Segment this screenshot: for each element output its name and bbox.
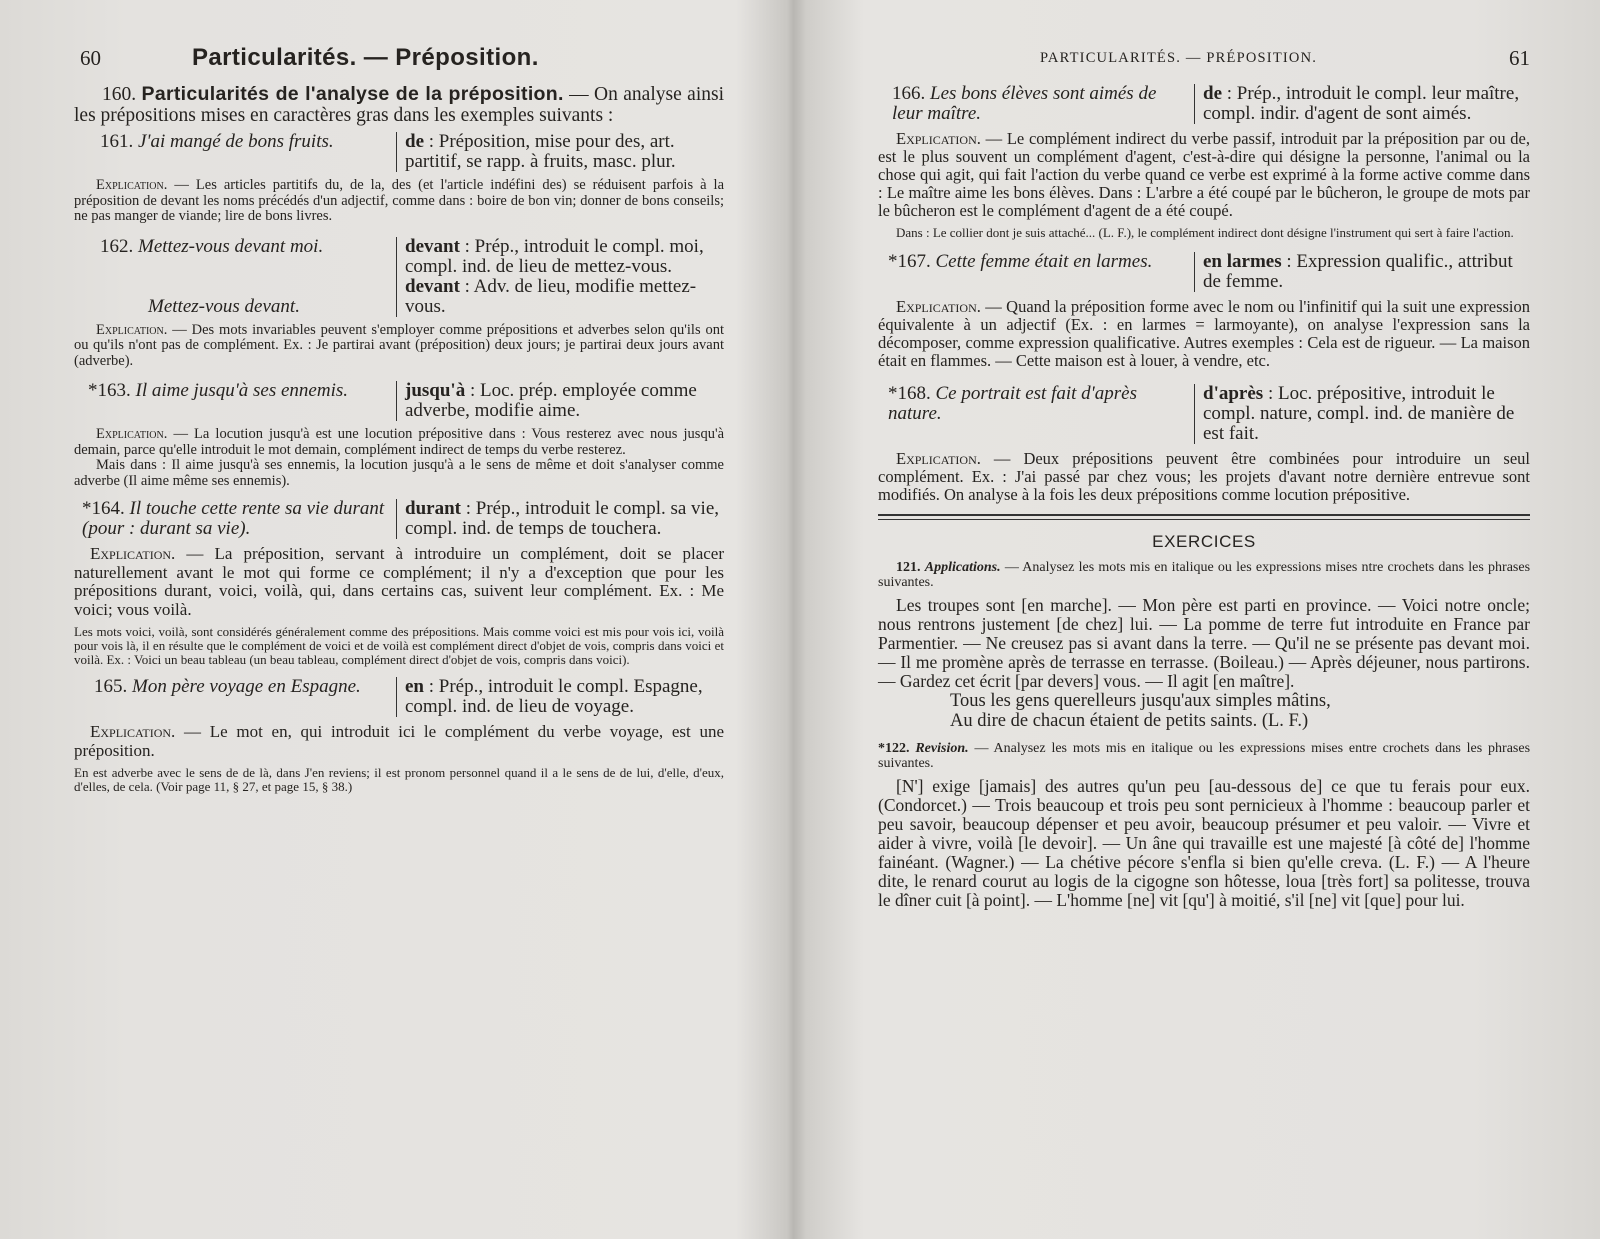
example-165: 165. Mon père voyage en Espagne. en : Prép., introduit le compl. Espagne, compl. ind. de lieu de voyage.	[74, 677, 724, 717]
left-page-number: 60	[80, 46, 101, 70]
right-page	[810, 0, 1600, 1239]
exercises-heading: EXERCICES	[1152, 532, 1256, 551]
exercise-121-header: 121. Applications. — Analysez les mots mis en italique ou les expressions mises ntre crochets dans les phrases suivantes.	[878, 560, 1531, 590]
example-167: *167. Cette femme était en larmes. en larmes : Expression qualific., attribut de femme.	[878, 252, 1530, 292]
example-162: 162. Mettez-vous devant moi. Mettez-vous devant. devant : Prép., introduit le compl. moi, compl. ind. de lieu de mettez-vous. devant : Adv. de lieu, modifie mettez-vous.	[74, 237, 724, 317]
right-page-number: 61	[1509, 46, 1530, 70]
example-164: *164. Il touche cette rente sa vie durant (pour : durant sa vie). durant : Prép., introduit le compl. sa vie, compl. ind. de temps de touchera.	[74, 499, 724, 539]
right-header	[878, 44, 1530, 84]
left-header	[74, 44, 724, 84]
section-divider	[878, 514, 1530, 520]
exercise-121-verse-2: Au dire de chacun étaient de petits saints. (L. F.)	[950, 711, 1309, 731]
right-running-title: PARTICULARITÉS. — PRÉPOSITION.	[1040, 50, 1318, 66]
example-166: 166. Les bons élèves sont aimés de leur maître. de : Prép., introduit le compl. leur maître, compl. indir. d'agent de sont aimés.	[878, 84, 1530, 124]
explanation-164: Explication. — La préposition, servant à introduire un complément, doit se placer naturellement avant le mot qui forme ce complément; il n'y a d'exception que pour les prépositions durant, voici, voilà, qui, dans certains cas, suivent leur complément. Ex. : Me voici; vous voilà.	[74, 544, 724, 619]
explanation-168: Explication. — Deux prépositions peuvent être combinées pour introduire un seul complément. Ex. : J'ai passé par chez vous; les projets d'avant notre dernière entrevue sont modifiés. On analyse à la fois les deux prépositions comme locution prépositive.	[878, 449, 1530, 504]
explanation-166: Explication. — Le complément indirect du verbe passif, introduit par la préposition par ou de, est le plus souvent un complément d'agent, c'est-à-dire qui désigne la personne, l'animal ou la chose qui agit, qui fait l'action du verbe quand ce verbe est exprimé à la forme active comme dans : Le maître aime les bons élèves. Dans : L'arbre a été coupé par le bûcheron, le groupe de mots par le bûcheron est le complément d'agent de a été coupé.	[878, 129, 1531, 220]
explanation-167: Explication. — Quand la préposition forme avec le nom ou l'infinitif qui la suit une expression équivalente à un adjectif (Ex. : en larmes = larmoyante), on analyse l'expression sans la décomposer, comme expression qualificative. Autres exemples : Cela est de rigueur. — La maison était en flammes. — Cette maison est à louer, à vendre, etc.	[878, 297, 1530, 370]
left-running-title: Particularités. — Préposition.	[192, 44, 539, 71]
example-161: 161. J'ai mangé de bons fruits. de : Préposition, mise pour des, art. partitif, se rapp. à fruits, masc. plur.	[74, 132, 724, 172]
exercise-121-verse-1: Tous les gens querelleurs jusqu'aux simples mâtins,	[950, 691, 1331, 711]
exercise-121-text: Les troupes sont [en marche]. — Mon père est parti en province. — Voici notre oncle; nous rentrons justement [de chez] lui. — La pomme de terre fut introduite en France par Parmentier. — Ne creusez pas si avant dans la terre. — Qu'il ne se présente pas devant moi. — Il me promène après de terrasse en terrasse. (Boileau.) — Après déjeuner, nous partirons. — Gardez cet écrit [par devers] vous. — Il agit [en maître].	[878, 595, 1530, 691]
left-page	[0, 0, 790, 1239]
exercise-122-text: [N'] exige [jamais] des autres qu'un peu [au-dessous de] ce que tu ferais pour eux. (Condorcet.) — Trois beaucoup et trois peu sont pernicieux à l'homme : beaucoup parler et peu savoir, beaucoup dépenser et peu avoir, beaucoup présumer et peu valoir. — Vivre et aider à vivre, voilà [le devoir]. — Un âne qui travaille est une majesté [à côté de] l'homme fainéant. (Wagner.) — La chétive pécore s'enfla si bien qu'elle creva. (L. F.) — A l'heure dite, le renard courut au logis de la cigogne son hôtesse, loua [très fort] sa politesse, trouva le dîner cuit [à point]. — L'homme [ne] vit [qu'] à moitié, s'il [ne] vit [que] pour lui.	[878, 776, 1530, 910]
explanation-163: Explication. — La locution jusqu'à est une locution prépositive dans : Vous resterez avec nous jusqu'à demain, parce qu'elle introduit le mot demain, complément indirect de temps du verbe resterez.	[74, 426, 725, 458]
example-168: *168. Ce portrait est fait d'après nature. d'après : Loc. prépositive, introduit le compl. nature, compl. ind. de manière de est fait.	[878, 384, 1530, 444]
note-165: En est adverbe avec le sens de de là, dans J'en reviens; il est pronom personnel quand il a le sens de de lui, d'elle, d'eux, d'elles, de cela. (Voir page 11, § 27, et page 15, § 38.)	[74, 765, 724, 794]
section-160-title: Particularités de l'analyse de la préposition.	[141, 83, 564, 105]
explanation-162: Explication. — Des mots invariables peuvent s'employer comme prépositions et adverbes selon qu'ils ont ou qu'ils n'ont pas de complément. Ex. : Je partirai avant (préposition) deux jours; je partirai deux jours avant (adverbe).	[74, 321, 724, 369]
example-163: *163. Il aime jusqu'à ses ennemis. jusqu'à : Loc. prép. employée comme adverbe, modifie aime.	[74, 381, 724, 421]
explanation-165: Explication. — Le mot en, qui introduit ici le complément du verbe voyage, est une préposition.	[74, 722, 724, 760]
explanation-161: Explication. — Les articles partitifs du, de la, des (et l'article indéfini des) se réduisent parfois à la préposition de devant les noms précédés d'un adjectif, comme dans : boire de bon vin; donner de bons conseils; ne pas manger de viande; lire de bons livres.	[74, 177, 725, 224]
note-166: Dans : Le collier dont je suis attaché... (L. F.), le complément indirect dont désigne l'instrument qui sert à faire l'action.	[896, 225, 1514, 240]
explanation-163-b: Mais dans : Il aime jusqu'à ses ennemis, la locution jusqu'à a le sens de même et doit s'analyser comme adverbe (Il aime même ses ennemis).	[74, 457, 724, 489]
exercise-122-header: *122. Revision. — Analysez les mots mis en italique ou les expressions mises entre crochets dans les phrases suivantes.	[878, 741, 1531, 771]
section-160: 160. Particularités de l'analyse de la préposition. — On analyse ainsi les prépositions mises en caractères gras dans les exemples suivants :	[74, 83, 724, 126]
note-164: Les mots voici, voilà, sont considérés généralement comme des prépositions. Mais comme voici est mis pour vois ici, voilà pour vois là, il en résulte que le complément de voici et de voilà est complément direct d'objet de vois, compris dans voici et voilà. Ex. : Voici un beau tableau (un beau tableau, complément direct d'objet de vois, compris dans voici).	[74, 624, 724, 667]
